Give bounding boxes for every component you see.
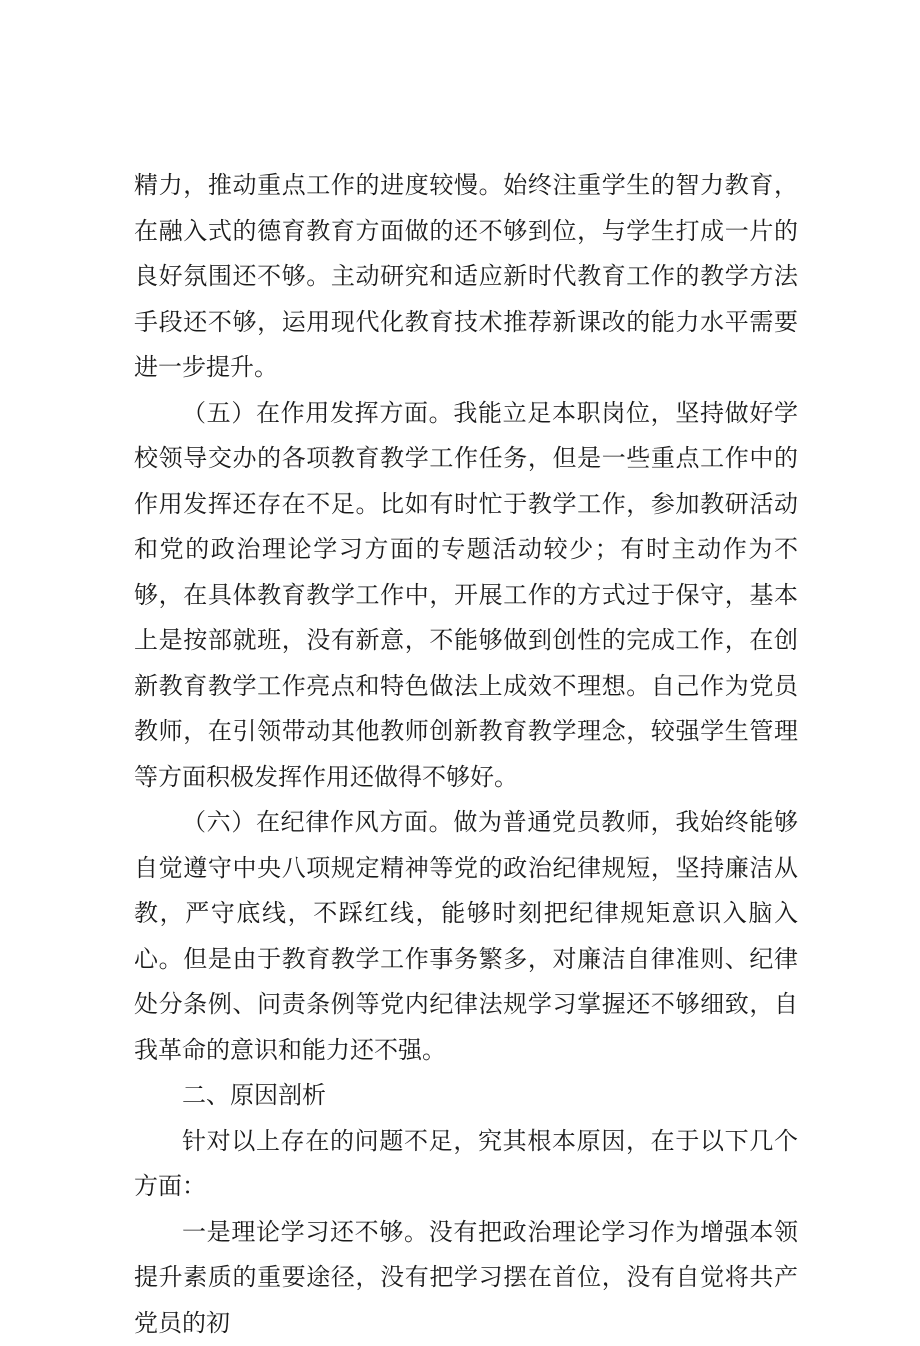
paragraph-section-five: （五）在作用发挥方面。我能立足本职岗位，坚持做好学校领导交办的各项教育教学工作任务，但是一些重点工作中的作用发挥还存在不足。比如有时忙于教学工作，参加教研活动和党的政治理论学习方面的专题活动较少；有时主动作为不够，在具体教育教学工作中，开展工作的方式过于保守，基本上是按部就班，没有新意，不能够做到创性的完成工作，在创新教育教学工作亮点和特色做法上成效不理想。自己作为党员教师，在引领带动其他教师创新教育教学理念，较强学生管理等方面积极发挥作用还做得不够好。 xyxy=(134,391,798,801)
paragraph-cause-one: 一是理论学习还不够。没有把政治理论学习作为增强本领提升素质的重要途径，没有把学习摆在首位，没有自觉将共产党员的初 xyxy=(134,1210,798,1346)
paragraph-section-six: （六）在纪律作风方面。做为普通党员教师，我始终能够自觉遵守中央八项规定精神等党的政治纪律规短，坚持廉洁从教，严守底线，不踩红线，能够时刻把纪律规矩意识入脑入心。但是由于教育教学工作事务繁多，对廉洁自律准则、纪律处分条例、问责条例等党内纪律法规学习掌握还不够细致，自我革命的意识和能力还不强。 xyxy=(134,800,798,1073)
document-body xyxy=(134,163,798,1346)
paragraph-continuation: 精力，推动重点工作的进度较慢。始终注重学生的智力教育，在融入式的德育教育方面做的还不够到位，与学生打成一片的良好氛围还不够。主动研究和适应新时代教育工作的教学方法手段还不够，运用现代化教育技术推荐新课改的能力水平需要进一步提升。 xyxy=(134,163,798,391)
paragraph-cause-intro: 针对以上存在的问题不足，究其根本原因，在于以下几个方面： xyxy=(134,1119,798,1210)
heading-cause-analysis: 二、原因剖析 xyxy=(134,1073,798,1119)
